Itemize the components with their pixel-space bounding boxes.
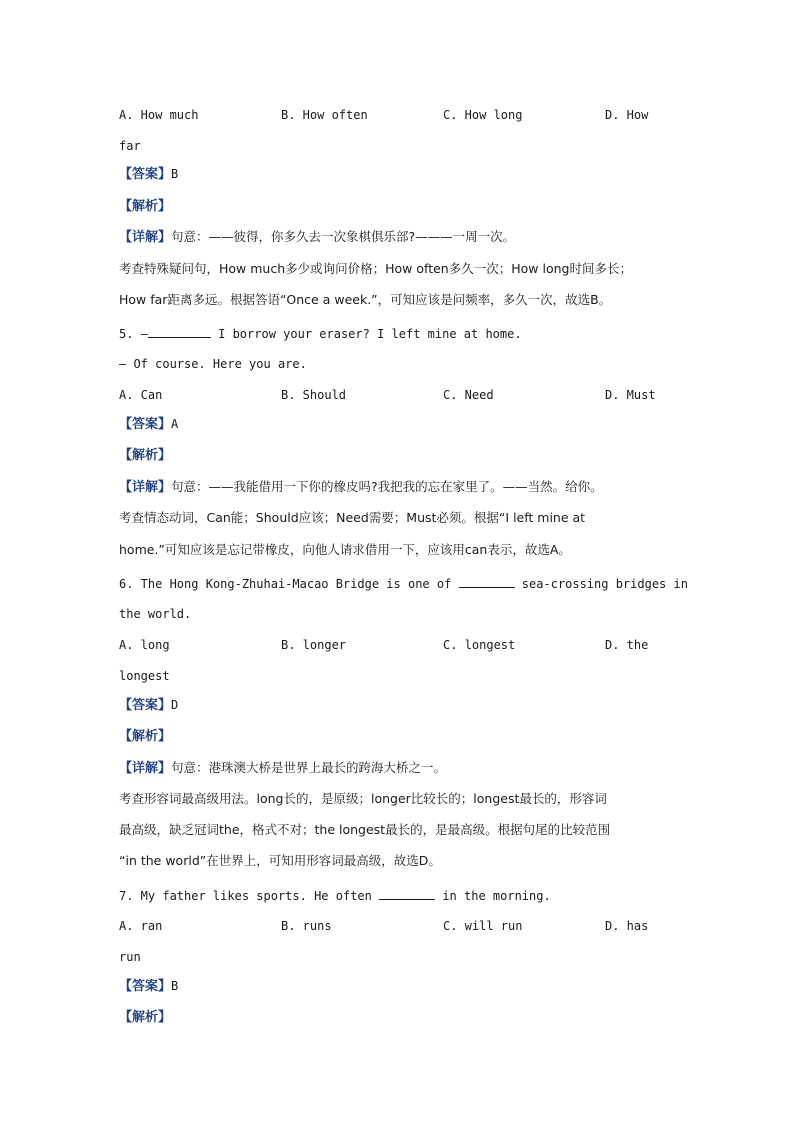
q6-detail-line: [119, 760, 446, 777]
detail-label: 【详解】: [119, 761, 172, 776]
q7-stem-start: 7. My father likes sports. He often: [119, 889, 380, 903]
q4-option-c: C. How long: [443, 108, 523, 122]
q6-detail-text: 句意：港珠澳大桥是世界上最长的跨海大桥之一。: [171, 760, 447, 775]
answer-label: 【答案】: [119, 167, 172, 182]
q7-option-c: C. will run: [443, 919, 523, 933]
q5-answer-line: [119, 416, 178, 433]
q4-explanation-line-2: How far距离多远。根据答语“Once a week.”，可知应该是问频率，多久一次，故选B。: [119, 292, 612, 307]
analysis-label: 【解析】: [119, 448, 172, 463]
q7-option-a: A. ran: [119, 919, 163, 933]
q5-stem: [119, 325, 522, 342]
q6-option-d-wrap: longest: [119, 669, 170, 683]
q5-detail-text: 句意：——我能借用一下你的橡皮吗?我把我的忘在家里了。——当然。给你。: [171, 479, 603, 494]
q7-stem: [119, 887, 551, 904]
answer-label: 【答案】: [119, 979, 172, 994]
q6-option-d: D. the: [605, 638, 649, 652]
q5-analysis-line: [119, 447, 171, 464]
q5-option-a: A. Can: [119, 388, 163, 402]
q5-reply: — Of course. Here you are.: [119, 357, 307, 371]
q5-option-c: C. Need: [443, 388, 494, 402]
q4-option-a: A. How much: [119, 108, 199, 122]
q6-option-a: A. long: [119, 638, 170, 652]
q6-analysis-line: [119, 728, 171, 745]
q6-stem-end: sea-crossing bridges in: [514, 577, 688, 591]
q6-blank: [459, 575, 515, 588]
q4-answer-line: [119, 166, 178, 183]
q7-answer-line: [119, 978, 178, 995]
q5-answer: A: [171, 417, 179, 431]
q7-analysis-line: [119, 1009, 171, 1026]
q6-explanation-line-2: 最高级，缺乏冠词the，格式不对；the longest最长的，是最高级。根据句尾的比较范围: [119, 822, 611, 837]
detail-label: 【详解】: [119, 480, 172, 495]
answer-label: 【答案】: [119, 698, 172, 713]
answer-label: 【答案】: [119, 417, 172, 432]
q4-option-b: B. How often: [281, 108, 368, 122]
analysis-label: 【解析】: [119, 729, 172, 744]
q6-explanation-line-1: 考查形容词最高级用法。long长的，是原级；longer比较长的；longest最长的，形容词: [119, 791, 607, 806]
q5-explanation-line-1: 考查情态动词，Can能；Should应该；Need需要；Must必须。根据“I left mine at: [119, 510, 586, 525]
q6-option-b: B. longer: [281, 638, 347, 652]
q7-answer: B: [171, 979, 179, 993]
q7-option-d-wrap: run: [119, 950, 141, 964]
detail-label: 【详解】: [119, 230, 172, 245]
q7-blank: [379, 887, 435, 900]
q6-stem-start: 6. The Hong Kong-Zhuhai-Macao Bridge is one of: [119, 577, 459, 591]
analysis-label: 【解析】: [119, 1010, 172, 1025]
q4-answer: B: [171, 167, 179, 181]
q4-option-d-wrap: far: [119, 139, 141, 153]
q6-stem-wrap: the world.: [119, 607, 192, 621]
q6-answer-line: [119, 697, 178, 714]
q4-option-d: D. How: [605, 108, 649, 122]
q7-stem-end: in the morning.: [435, 889, 551, 903]
q5-explanation-line-2: home.”可知应该是忘记带橡皮，向他人请求借用一下，应该用can表示，故选A。: [119, 542, 571, 557]
q5-detail-line: [119, 479, 603, 496]
q7-option-b: B. runs: [281, 919, 332, 933]
q6-stem: [119, 575, 688, 592]
q5-option-b: B. Should: [281, 388, 347, 402]
q6-answer: D: [171, 698, 179, 712]
q4-analysis-line: [119, 198, 171, 215]
q5-blank: [148, 325, 211, 338]
q4-detail-text: 句意：——彼得，你多久去一次象棋俱乐部?———一周一次。: [171, 229, 516, 244]
q4-explanation-line-1: 考查特殊疑问句，How much多少或询问价格；How often多久一次；How long时间多长；: [119, 261, 632, 276]
q6-explanation-line-3: “in the world”在世界上，可知用形容词最高级，故选D。: [119, 853, 441, 868]
q4-detail-line: [119, 229, 515, 246]
analysis-label: 【解析】: [119, 199, 172, 214]
q5-option-d: D. Must: [605, 388, 656, 402]
q5-stem-rest: I borrow your eraser? I left mine at home.: [210, 327, 522, 341]
q6-option-c: C. longest: [443, 638, 516, 652]
q7-option-d: D. has: [605, 919, 649, 933]
q5-number: 5. —: [119, 327, 148, 341]
